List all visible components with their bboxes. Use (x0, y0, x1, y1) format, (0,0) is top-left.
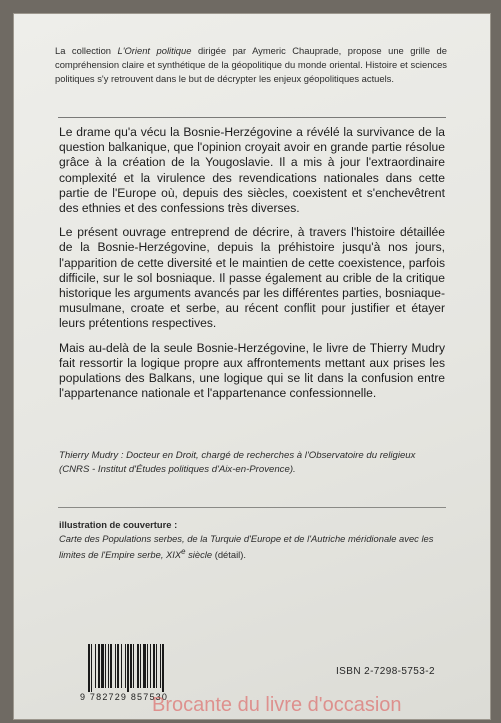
barcode-bar (110, 644, 112, 688)
barcode-number: 9 782729 857530 (80, 692, 169, 702)
illustration-description (59, 532, 445, 562)
barcode (80, 642, 204, 700)
blurb-before: La collection (55, 45, 118, 56)
barcode-bar (156, 644, 157, 688)
illustration-heading: illustration de couverture : (59, 519, 178, 530)
barcode-bar (117, 644, 119, 688)
divider-bottom (58, 507, 446, 508)
barcode-bar (160, 644, 161, 688)
barcode-bar (130, 644, 132, 688)
barcode-bar (101, 644, 104, 688)
barcode-bar (98, 644, 100, 688)
illustration-detail: (détail). (212, 549, 246, 561)
barcode-bar (133, 644, 134, 688)
barcode-bar (137, 644, 139, 688)
author-bio: Thierry Mudry : Docteur en Droit, chargé de recherches à l'Observatoire du religieux (CNRS - Institut d'Études politiques d'Aix-en-Provence). (59, 450, 416, 475)
watermark: Brocante du livre d'occasion (152, 694, 402, 716)
isbn: ISBN 2-7298-5753-2 (336, 666, 435, 677)
barcode-bar (140, 644, 141, 688)
blurb-after: dirigée par Aymeric Chauprade, propose une grille de compréhension claire et synthétique de la géopolitique du monde oriental. Histoire et sciences politiques s'y retrouvent dans le but de décrypter les enjeux géopolitiques actuels. (55, 45, 447, 84)
cover-illustration-credit (59, 518, 445, 562)
barcode-bar (88, 644, 90, 692)
barcode-bar (108, 644, 109, 688)
barcode-bar (95, 644, 96, 688)
divider-top (58, 117, 446, 118)
barcode-bar (127, 644, 129, 692)
barcode-bar (153, 644, 155, 688)
paragraph-2: Le présent ouvrage entreprend de décrire, à travers l'histoire détaillée de la Bosnie-Herzégovine, depuis la préhistoire jusqu'à nos jours, l'apparition de cette diversité et le maintien de cette coexistence, parfois difficile, sur le sol bosniaque. Il passe également au crible de la critique historique les arguments avancés par les différentes parties, bosniaque-musulmane, croate et serbe, au récent conflit pour justifier et étayer leurs prétentions respectives. (59, 225, 445, 331)
barcode-bar (162, 644, 164, 692)
barcode-bars (88, 644, 198, 692)
summary-text (59, 125, 445, 410)
barcode-bar (105, 644, 106, 688)
barcode-bar (150, 644, 151, 688)
barcode-bar (147, 644, 148, 688)
barcode-bar (121, 644, 122, 688)
barcode-bar (143, 644, 146, 688)
illustration-century-sup: e (181, 547, 186, 556)
illustration-after: siècle (185, 549, 213, 561)
paragraph-3: Mais au-delà de la seule Bosnie-Herzégovine, le livre de Thierry Mudry fait ressortir la logique propre aux affrontements mettant aux prises les populations des Balkans, une logique qui se lit dans la confusion entre l'appartenance nationale et l'appartenance confessionnelle. (59, 340, 445, 401)
barcode-bar (125, 644, 126, 688)
collection-blurb (55, 44, 447, 86)
illustration-text: Carte des Populations serbes, de la Turquie d'Europe et de l'Autriche méridionale avec les limites de l'Empire serbe, XIX (59, 532, 434, 561)
barcode-bar (91, 644, 92, 692)
barcode-bar (115, 644, 116, 688)
paragraph-1: Le drame qu'a vécu la Bosnie-Herzégovine a révélé la survivance de la question balkanique, que l'opinion croyait avoir en grande partie résolue grâce à la création de la Yougoslavie. Il a mis à jour l'extraordinaire complexité et la virulence des revendications nationales dans cette partie de l'Europe où, depuis des siècles, coexistent et s'enchevêtrent des ethnies et des confessions très diverses. (59, 125, 445, 216)
series-name: L'Orient politique (117, 45, 192, 56)
